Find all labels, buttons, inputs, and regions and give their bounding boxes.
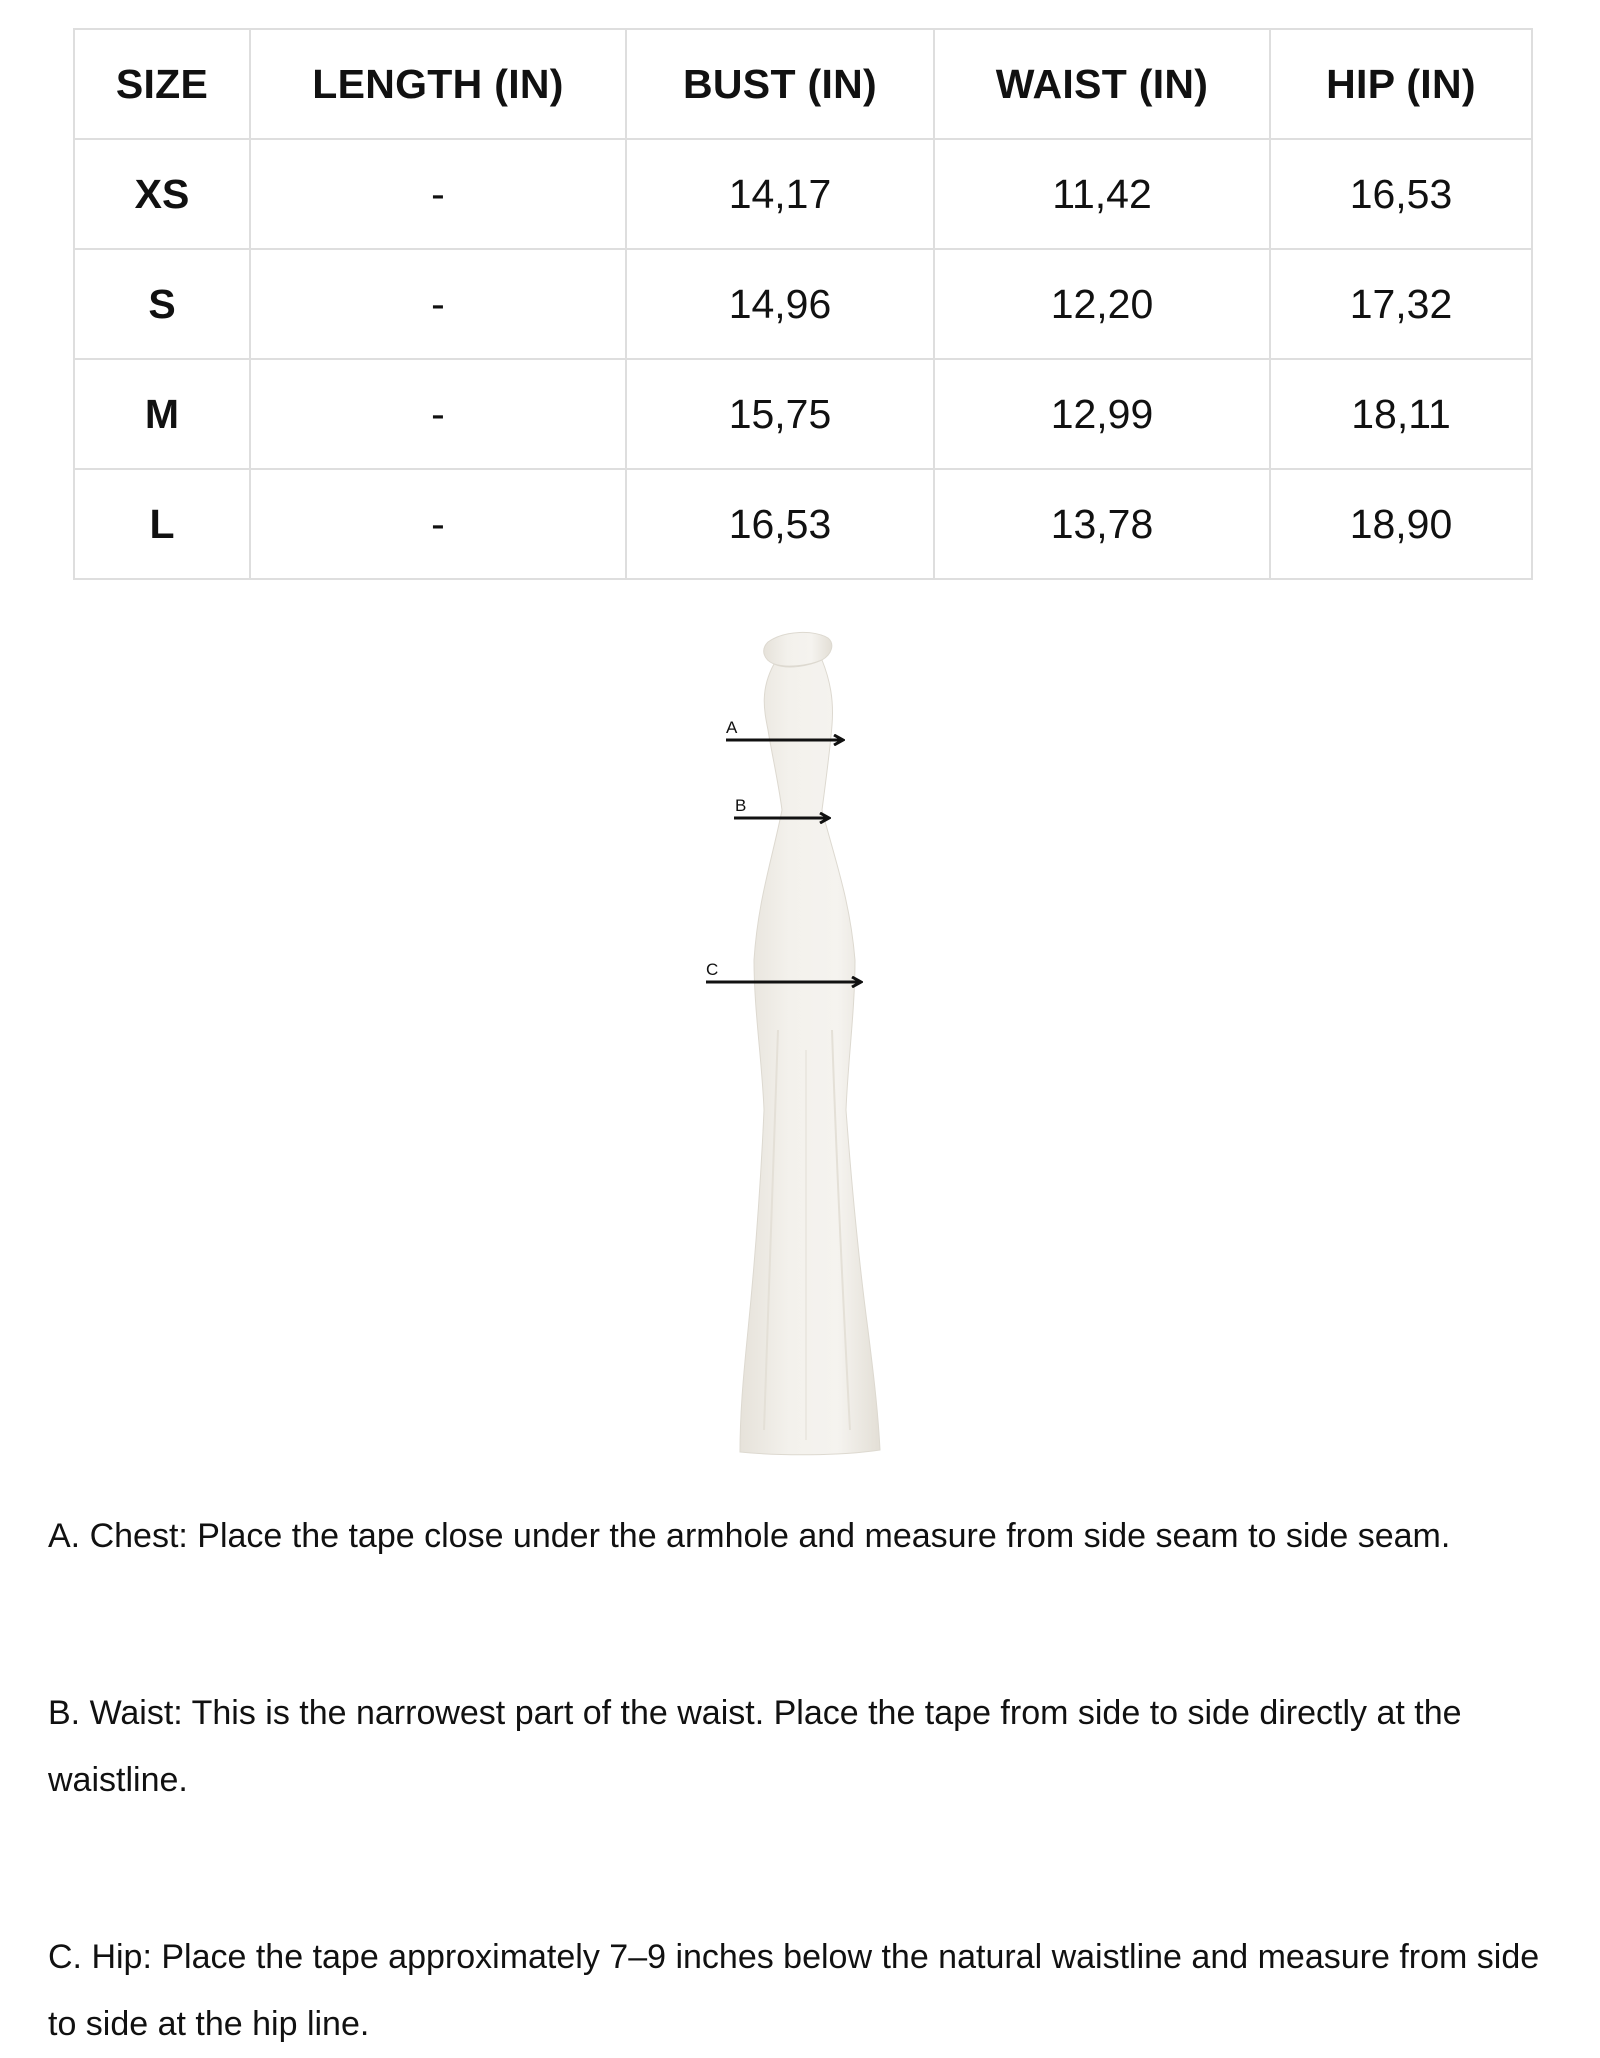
hip-cell: 16,53 xyxy=(1270,139,1532,249)
size-chart-table xyxy=(73,28,1533,580)
bust-cell: 16,53 xyxy=(626,469,934,579)
length-cell: - xyxy=(250,469,626,579)
bust-cell: 14,17 xyxy=(626,139,934,249)
size-cell: L xyxy=(74,469,250,579)
size-cell: XS xyxy=(74,139,250,249)
length-cell: - xyxy=(250,139,626,249)
hip-instruction: C. Hip: Place the tape approximately 7–9 inches below the natural waistline and measure from side to side at the hip line. xyxy=(48,1938,1540,2043)
waist-cell: 13,78 xyxy=(934,469,1270,579)
table-row xyxy=(74,139,1532,249)
dress-measurement-figure xyxy=(660,630,960,1460)
waist-label: B xyxy=(735,796,747,815)
length-cell: - xyxy=(250,249,626,359)
header-size: SIZE xyxy=(74,29,250,139)
header-hip: HIP (IN) xyxy=(1270,29,1532,139)
size-cell: M xyxy=(74,359,250,469)
hip-cell: 18,90 xyxy=(1270,469,1532,579)
bust-cell: 15,75 xyxy=(626,359,934,469)
chest-instruction: A. Chest: Place the tape close under the armhole and measure from side seam to side seam. xyxy=(48,1517,1451,1555)
waist-cell: 11,42 xyxy=(934,139,1270,249)
length-cell: - xyxy=(250,359,626,469)
chest-label: A xyxy=(726,718,738,737)
hip-label: C xyxy=(706,960,719,979)
measurement-instructions xyxy=(48,1503,1568,2058)
hip-cell: 17,32 xyxy=(1270,249,1532,359)
header-length: LENGTH (IN) xyxy=(250,29,626,139)
dress-illustration xyxy=(660,630,960,1460)
header-waist: WAIST (IN) xyxy=(934,29,1270,139)
header-bust: BUST (IN) xyxy=(626,29,934,139)
hip-cell: 18,11 xyxy=(1270,359,1532,469)
table-header-row xyxy=(74,29,1532,139)
waist-instruction: B. Waist: This is the narrowest part of the waist. Place the tape from side to side directly at the waistline. xyxy=(48,1694,1462,1799)
table-row xyxy=(74,469,1532,579)
table-row xyxy=(74,249,1532,359)
dress-body xyxy=(740,660,880,1455)
table-row xyxy=(74,359,1532,469)
waist-cell: 12,99 xyxy=(934,359,1270,469)
bust-cell: 14,96 xyxy=(626,249,934,359)
waist-cell: 12,20 xyxy=(934,249,1270,359)
size-cell: S xyxy=(74,249,250,359)
